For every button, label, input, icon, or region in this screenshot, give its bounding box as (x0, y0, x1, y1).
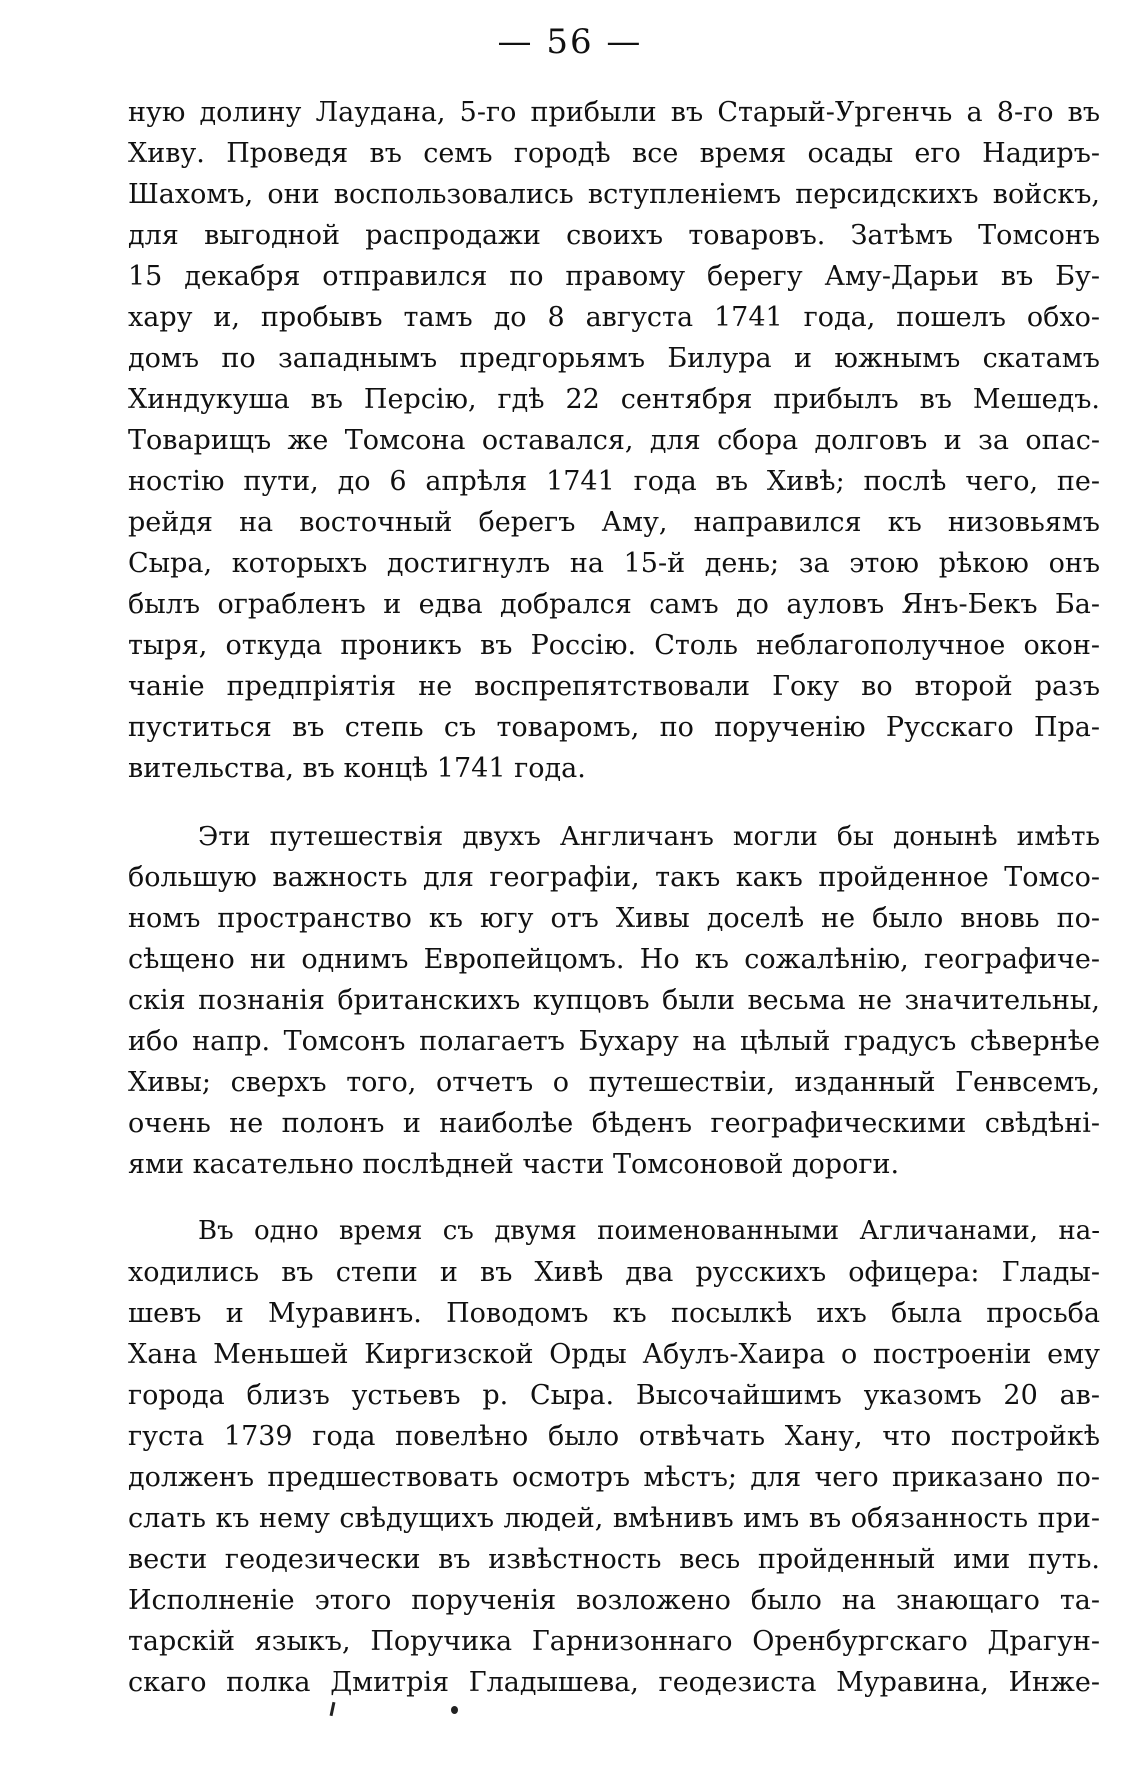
text-line: домъ по западнымъ предгорьямъ Билура и южнымъ скатамъ (128, 343, 1100, 374)
paragraph-2 (128, 816, 1100, 1185)
text-line: Хиву. Проведя въ семъ городѣ все время осады его Надиръ- (128, 138, 1100, 169)
text-line: чаніе предпріятія не воспрепятствовали Гоку во второй разъ (128, 671, 1100, 702)
stray-ink-dot (451, 1706, 458, 1714)
text-line: шевъ и Муравинъ. Поводомъ къ посылкѣ ихъ была просьба (128, 1298, 1100, 1329)
text-line: пуститься въ степь съ товаромъ, по порученію Русскаго Пра- (128, 712, 1100, 743)
text-line: Исполненіе этого порученія возложено было на знающаго та- (128, 1585, 1100, 1616)
paragraph-3 (128, 1211, 1100, 1703)
text-line: долженъ предшествовать осмотръ мѣстъ; для чего приказано по- (128, 1462, 1100, 1493)
paragraph-1 (128, 92, 1100, 789)
text-line: рейдя на восточный берегъ Аму, направился къ низовьямъ (128, 507, 1100, 538)
text-line: ибо напр. Томсонъ полагаетъ Бухару на цѣлый градусъ сѣвернѣе (128, 1026, 1100, 1057)
text-line: ную долину Лаудана, 5-го прибыли въ Старый-Ургенчь а 8-го въ (128, 97, 1100, 128)
text-line: для выгодной распродажи своихъ товаровъ. Затѣмъ Томсонъ (128, 220, 1100, 251)
text-line: хару и, пробывъ тамъ до 8 августа 1741 года, пошелъ обхо- (128, 302, 1100, 333)
text-line: Эти путешествія двухъ Англичанъ могли бы донынѣ имѣть (198, 821, 1100, 852)
text-line: Сыра, которыхъ достигнулъ на 15-й день; за этою рѣкою онъ (128, 548, 1100, 579)
stray-ink-mark (330, 1702, 336, 1716)
text-line: тарскій языкъ, Поручика Гарнизоннаго Оренбургскаго Драгун- (128, 1626, 1100, 1657)
text-line: тыря, откуда проникъ въ Россію. Столь неблагополучное окон- (128, 630, 1100, 661)
text-line: вительства, въ концѣ 1741 года. (128, 753, 586, 784)
text-line: города близъ устьевъ р. Сыра. Высочайшимъ указомъ 20 ав- (128, 1380, 1100, 1411)
text-line: вести геодезически въ извѣстность весь пройденный ими путь. (128, 1544, 1100, 1575)
text-line: ями касательно послѣдней части Томсоновой дороги. (128, 1149, 900, 1180)
text-line: номъ пространство къ югу отъ Хивы доселѣ не было вновь по- (128, 903, 1100, 934)
text-line: Шахомъ, они воспользовались вступленіемъ персидскихъ войскъ, (128, 179, 1100, 210)
text-line: скаго полка Дмитрія Гладышева, геодезиста Муравина, Инже- (128, 1667, 1100, 1698)
text-line: ностію пути, до 6 апрѣля 1741 года въ Хивѣ; послѣ чего, пе- (128, 466, 1100, 497)
text-line: 15 декабря отправился по правому берегу Аму-Дарьи въ Бу- (128, 261, 1100, 292)
text-line: былъ ограбленъ и едва добрался самъ до ауловъ Янъ-Бекъ Ба- (128, 589, 1100, 620)
text-line: ходились въ степи и въ Хивѣ два русскихъ офицера: Глады- (128, 1257, 1100, 1288)
text-line: слать къ нему свѣдущихъ людей, вмѣнивъ имъ въ обязанность при- (128, 1503, 1100, 1534)
text-line: густа 1739 года повелѣно было отвѣчать Хану, что постройкѣ (128, 1421, 1100, 1452)
text-line: Товарищъ же Томсона оставался, для сбора долговъ и за опас- (128, 425, 1100, 456)
text-line: Хивы; сверхъ того, отчетъ о путешествіи, изданный Генвсемъ, (128, 1067, 1100, 1098)
text-line: скія познанія британскихъ купцовъ были весьма не значительны, (128, 985, 1100, 1016)
page-number: — 56 — (497, 22, 643, 62)
text-line: Хиндукуша въ Персію, гдѣ 22 сентября прибылъ въ Мешедъ. (128, 384, 1100, 415)
text-line: очень не полонъ и наиболѣе бѣденъ географическими свѣдѣні- (128, 1108, 1100, 1139)
text-line: Хана Меньшей Киргизской Орды Абулъ-Хаира о построеніи ему (128, 1339, 1100, 1370)
text-line: Въ одно время съ двумя поименованными Агличанами, на- (198, 1216, 1100, 1246)
text-line: сѣщено ни однимъ Европейцомъ. Но къ сожалѣнію, географиче- (128, 944, 1100, 975)
text-line: большую важность для географіи, такъ какъ пройденное Томсо- (128, 862, 1100, 893)
